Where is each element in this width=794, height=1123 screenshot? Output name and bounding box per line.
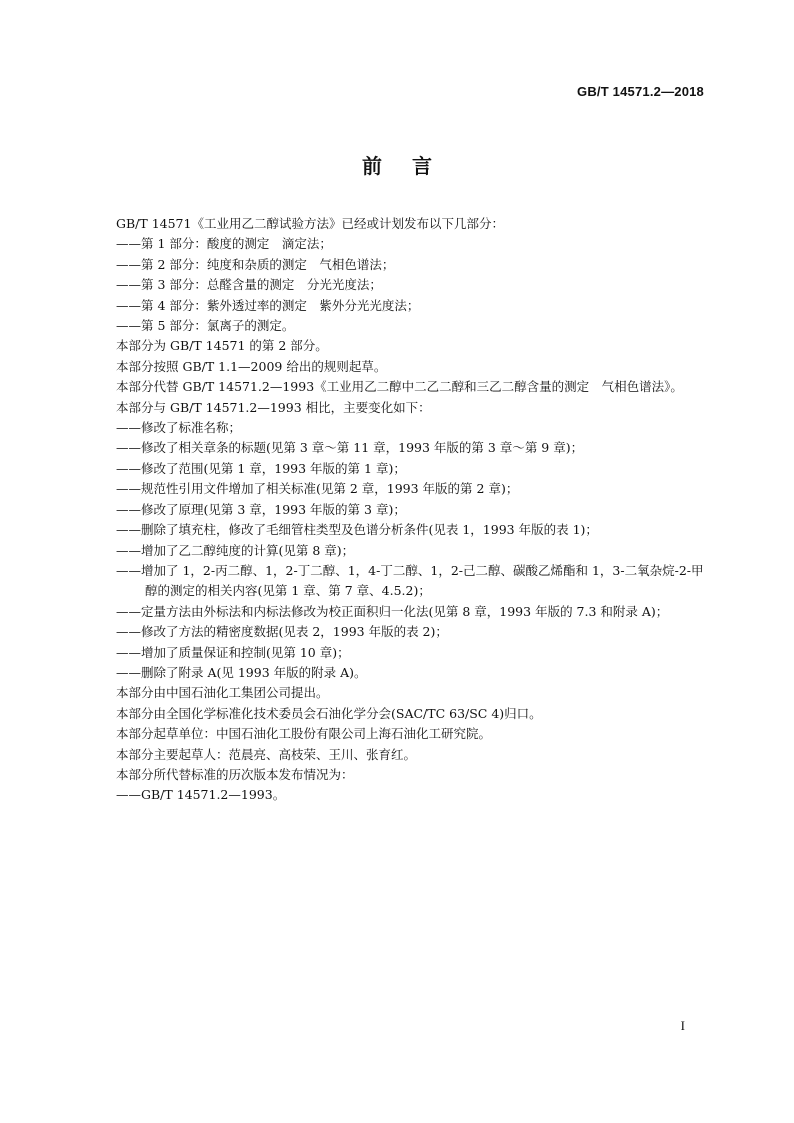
change-list-item: ——增加了 1，2-丙二醇、1，2-丁二醇、1，4-丁二醇、1，2-己二醇、碳酸乙烯酯和 1，3-二氧杂烷-2-甲醇的测定的相关内容(见第 1 章、第 7 章、4.5.2)；	[116, 562, 704, 599]
change-list-item: ——定量方法由外标法和内标法修改为校正面积归一化法(见第 8 章，1993 年版的 7.3 和附录 A)；	[116, 603, 669, 619]
change-list-item: ——删除了填充柱，修改了毛细管柱类型及色谱分析条件(见表 1，1993 年版的表 1)；	[116, 522, 598, 538]
replaces-paragraph: 本部分代替 GB/T 14571.2—1993《工业用乙二醇中二乙二醇和三乙二醇含量的测定 气相色谱法》。	[116, 379, 683, 395]
drafting-rules-paragraph: 本部分按照 GB/T 1.1—2009 给出的规则起草。	[116, 358, 387, 374]
change-list-item: ——修改了原理(见第 3 章，1993 年版的第 3 章)；	[116, 501, 406, 517]
change-list-item: ——修改了标准名称；	[116, 420, 242, 436]
part-list-item: ——第 2 部分：纯度和杂质的测定 气相色谱法；	[116, 256, 395, 272]
history-list-item: ——GB/T 14571.2—1993。	[116, 787, 286, 803]
change-list-item: ——修改了范围(见第 1 章，1993 年版的第 1 章)；	[116, 460, 406, 476]
part-list-item: ——第 3 部分：总醛含量的测定 分光光度法；	[116, 277, 382, 293]
part-list-item: ——第 1 部分：酸度的测定 滴定法；	[116, 236, 332, 252]
drafters-paragraph: 本部分主要起草人：范晨亮、高枝荣、王川、张育红。	[116, 746, 417, 762]
change-list-item: ——增加了质量保证和控制(见第 10 章)；	[116, 644, 350, 660]
history-intro-paragraph: 本部分所代替标准的历次版本发布情况为：	[116, 766, 354, 782]
document-body	[89, 214, 705, 806]
change-list-item: ——修改了方法的精密度数据(见表 2，1993 年版的表 2)；	[116, 624, 448, 640]
change-list-item: ——删除了附录 A(见 1993 年版的附录 A)。	[116, 664, 367, 680]
proposed-by-paragraph: 本部分由中国石油化工集团公司提出。	[116, 685, 329, 701]
page-title: 前言	[362, 154, 462, 178]
part-of-paragraph: 本部分为 GB/T 14571 的第 2 部分。	[116, 338, 328, 354]
drafting-unit-paragraph: 本部分起草单位：中国石油化工股份有限公司上海石油化工研究院。	[116, 726, 492, 742]
part-list-item: ——第 5 部分：氯离子的测定。	[116, 318, 295, 334]
page-number: I	[680, 1018, 685, 1033]
intro-paragraph: GB/T 14571《工业用乙二醇试验方法》已经或计划发布以下几部分：	[116, 216, 504, 231]
centralized-by-paragraph: 本部分由全国化学标准化技术委员会石油化学分会(SAC/TC 63/SC 4)归口。	[116, 705, 542, 721]
part-list-item: ——第 4 部分：紫外透过率的测定 紫外分光光度法；	[116, 297, 420, 313]
change-list-item: ——规范性引用文件增加了相关标准(见第 2 章，1993 年版的第 2 章)；	[116, 481, 519, 497]
change-list-item: ——增加了乙二醇纯度的计算(见第 8 章)；	[116, 542, 355, 558]
change-list-item: ——修改了相关章条的标题(见第 3 章～第 11 章，1993 年版的第 3 章～第 9 章)；	[116, 440, 584, 456]
changes-intro-paragraph: 本部分与 GB/T 14571.2—1993 相比，主要变化如下：	[116, 399, 431, 415]
standard-code: GB/T 14571.2—2018	[577, 84, 704, 99]
